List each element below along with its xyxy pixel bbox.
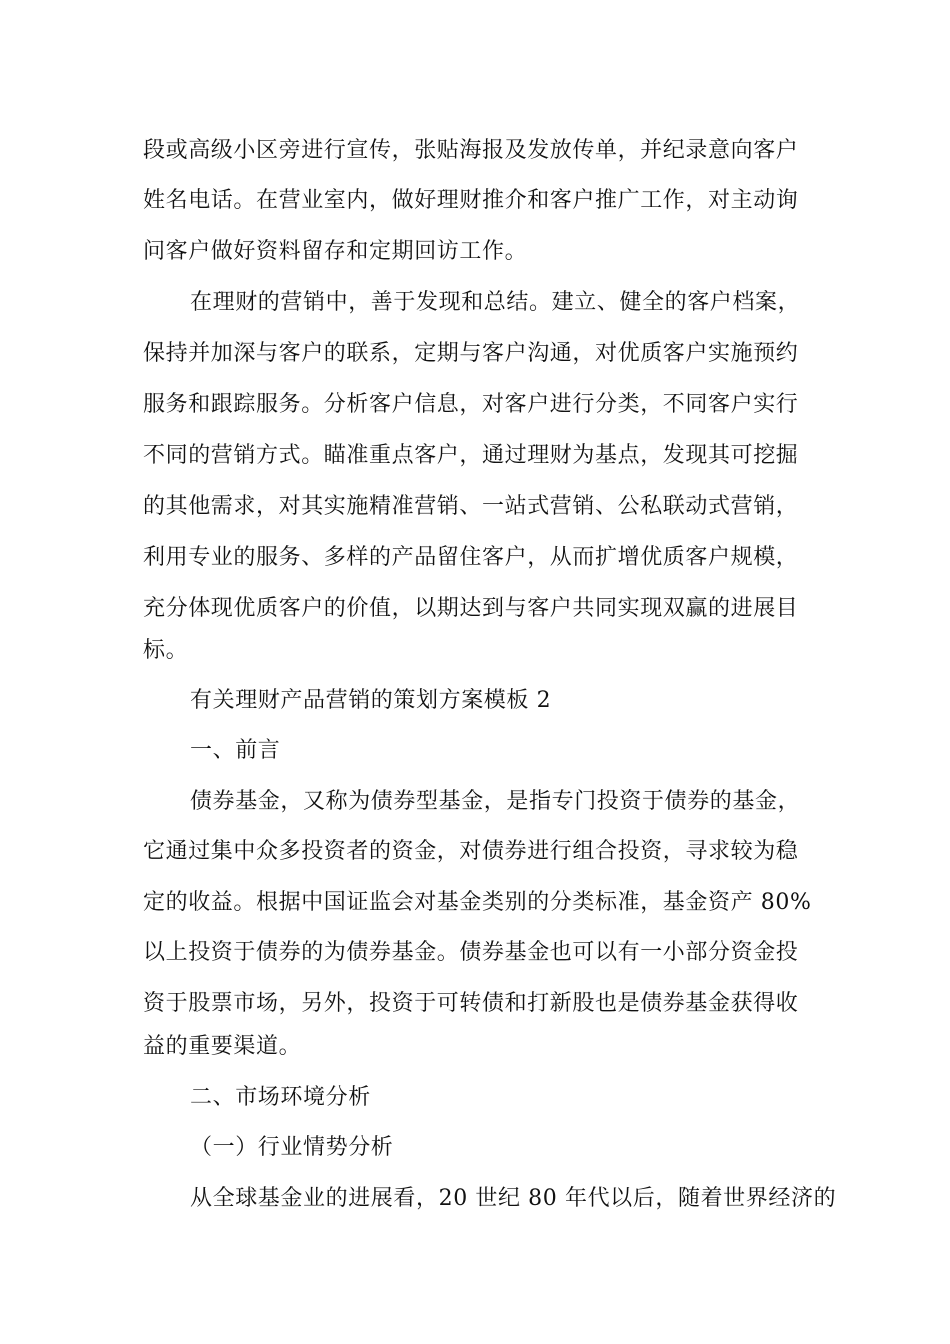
heading-preface: 一、前言 bbox=[190, 738, 281, 763]
paragraph-start: 债券基金，又称为债券型基金，是指专门投资于债券的基金， bbox=[190, 789, 801, 814]
text-line: 资于股票市场，另外，投资于可转债和打新股也是债券基金获得收 bbox=[143, 991, 799, 1016]
paragraph-start: 从全球基金业的进展看，20 世纪 80 年代以后，随着世界经济的 bbox=[190, 1186, 837, 1211]
text-line: 以上投资于债券的为债券基金。债券基金也可以有一小部分资金投 bbox=[143, 940, 799, 965]
text-line: 段或高级小区旁进行宣传，张贴海报及发放传单，并纪录意向客户 bbox=[143, 138, 799, 163]
text-line: 定的收益。根据中国证监会对基金类别的分类标准，基金资产 80% bbox=[143, 890, 812, 915]
text-line: 它通过集中众多投资者的资金，对债券进行组合投资，寻求较为稳 bbox=[143, 839, 799, 864]
text-line: 的其他需求，对其实施精准营销、一站式营销、公私联动式营销， bbox=[143, 494, 799, 519]
text-line: 问客户做好资料留存和定期回访工作。 bbox=[143, 239, 528, 264]
subheading-industry: （一）行业情势分析 bbox=[190, 1135, 394, 1160]
paragraph-start: 在理财的营销中，善于发现和总结。建立、健全的客户档案， bbox=[190, 290, 801, 315]
heading-market-analysis: 二、市场环境分析 bbox=[190, 1085, 371, 1110]
text-line: 不同的营销方式。瞄准重点客户，通过理财为基点，发现其可挖掘 bbox=[143, 443, 799, 468]
text-line: 益的重要渠道。 bbox=[143, 1034, 302, 1059]
text-line: 姓名电话。在营业室内，做好理财推介和客户推广工作，对主动询 bbox=[143, 188, 799, 213]
text-line: 标。 bbox=[143, 638, 189, 663]
text-line: 利用专业的服务、多样的产品留住客户，从而扩增优质客户规模， bbox=[143, 545, 799, 570]
section-title: 有关理财产品营销的策划方案模板 2 bbox=[190, 688, 552, 713]
text-line: 服务和跟踪服务。分析客户信息，对客户进行分类，不同客户实行 bbox=[143, 392, 799, 417]
text-line: 充分体现优质客户的价值，以期达到与客户共同实现双赢的进展目 bbox=[143, 596, 799, 621]
text-line: 保持并加深与客户的联系，定期与客户沟通，对优质客户实施预约 bbox=[143, 341, 799, 366]
